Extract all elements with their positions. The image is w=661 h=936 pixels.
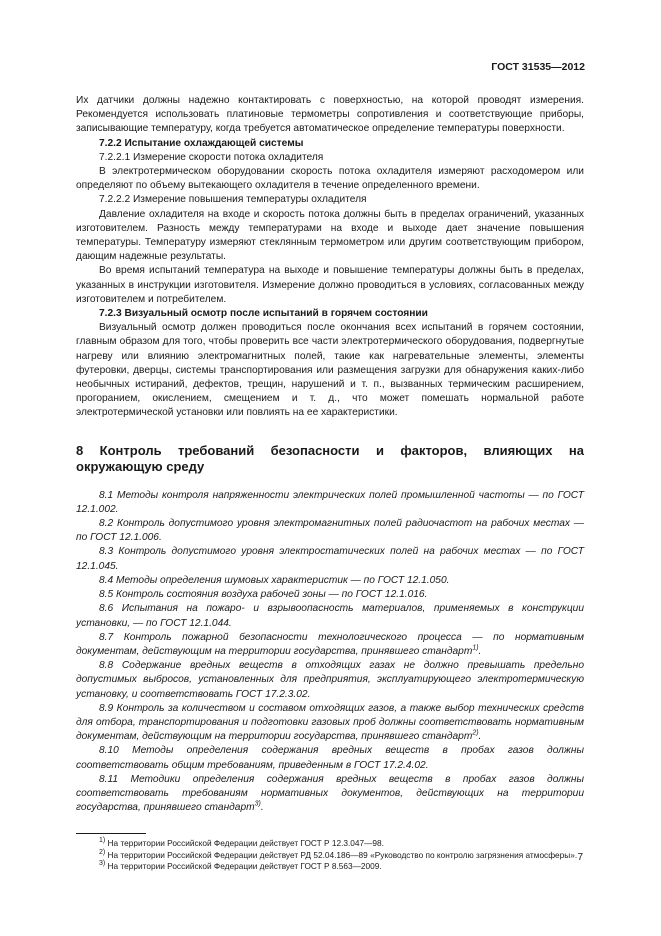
item-8-4: 8.4 Методы определения шумовых характеристик — по ГОСТ 12.1.050.	[99, 574, 450, 586]
footnote-ref-2: 2)	[472, 729, 479, 737]
footnote-text: На территории Российской Федерации действует ГОСТ Р 12.3.047—98.	[105, 838, 384, 849]
item-8-11-text: 8.11 Методики определения содержания вредных веществ в пробах газов должны соответствовать требованиям нормативных документов, действующих на территории государства, принявшего стандарт	[76, 773, 584, 814]
heading-7-2-3: 7.2.3 Визуальный осмотр после испытаний в горячем состоянии	[99, 308, 428, 320]
footnote-divider	[76, 833, 146, 834]
item-8-7-text: 8.7 Контроль пожарной безопасности технологического процесса — по нормативным документам, действующим на территории государства, принявшего стандарт	[76, 631, 584, 657]
paragraph: Их датчики должны надежно контактировать с поверхностью, на которой проводят измерения. Рекомендуется использовать платиновые термометры сопротивления и соответствующие приборы, записывающие температуру, когда требуется автоматическое определение температуры поверхности.	[76, 95, 584, 135]
item-8-9-text: 8.9 Контроль за количеством и составом отходящих газов, а также выбор технических средств для отбора, транспортирования и подготовки газовых проб должны соответствовать нормативным документам, действующим на территории государства, принявшего стандарт	[76, 702, 584, 743]
item-8-1: 8.1 Методы контроля напряженности электрических полей промышленной частоты — по ГОСТ 12.1.002.	[76, 489, 584, 515]
item-8-5: 8.5 Контроль состояния воздуха рабочей зоны — по ГОСТ 12.1.016.	[99, 589, 428, 601]
subheading-7-2-2-1: 7.2.2.1 Измерение скорости потока охладителя	[99, 151, 324, 163]
paragraph: Визуальный осмотр должен проводиться после окончания всех испытаний в горячем состоянии, главным образом для того, чтобы проверить все части электротермического оборудования, подвергнутые нагреву или влиянию электромагнитных полей, такие как нагревательные элементы, элементы футеровки, дверцы, системы транспортирования или размещения загрузки для обнаружения каких-либо необычных истираний, дефектов, трещин, нарушений и т. п., вызванных термическим расширением, прогоранием, окислением, смещением и т. д., что может помешать нормальной работе электротермической установки или повлиять на ее характеристики.	[76, 322, 584, 419]
subheading-7-2-2-2: 7.2.2.2 Измерение повышения температуры охладителя	[99, 194, 367, 206]
page-number: 7	[577, 852, 583, 863]
paragraph: В электротермическом оборудовании скорость потока охладителя измеряют расходомером или определяют по объему вытекающего охладителя в течение определенного времени.	[76, 166, 584, 192]
footnote-text: На территории Российской Федерации действует РД 52.04.186—89 «Руководство по контролю загрязнения атмосферы».	[105, 849, 578, 860]
document-header: ГОСТ 31535—2012	[491, 61, 585, 73]
footnote-text: На территории Российской Федерации действует ГОСТ Р 8.563—2009.	[105, 861, 382, 872]
item-8-3: 8.3 Контроль допустимого уровня электростатических полей на рабочих местах — по ГОСТ 12.1.045.	[76, 546, 584, 572]
heading-7-2-2: 7.2.2 Испытание охлаждающей системы	[99, 137, 304, 149]
section-8-title: 8 Контроль требований безопасности и факторов, влияющих на окружающую среду	[76, 442, 584, 474]
footnote-ref-1: 1)	[472, 644, 479, 652]
footnote-ref-3: 3)	[254, 800, 261, 808]
footnote-3	[76, 861, 584, 873]
document-body	[76, 94, 584, 873]
footnote-mark: 1)	[99, 837, 106, 845]
footnote-mark: 2)	[99, 849, 106, 857]
footnote-2	[76, 850, 584, 862]
item-8-11: 8.11 Методики определения содержания вредных веществ в пробах газов должны соответствовать требованиям нормативных документов, действующих на территории государства, принявшего стандарт$^{3)}$.	[76, 773, 584, 814]
item-8-6: 8.6 Испытания на пожаро- и взрывоопасность материалов, применяемых в конструкции установки, — по ГОСТ 12.1.044.	[76, 603, 584, 629]
paragraph: Во время испытаний температура на выходе и повышение температуры должны быть в пределах, указанных в инструкции изготовителя. Измерение должно проводиться в условиях, согласованных между изготовителем и потребителем.	[76, 265, 584, 305]
paragraph: Давление охладителя на входе и скорость потока должны быть в пределах ограничений, указанных изготовителем. Разность между температурами на входе и выходе дает значение повышения температуры. Температуру измеряют стеклянным термометром или другим соответствующим прибором, дающим надежные результаты.	[76, 208, 584, 263]
item-8-10: 8.10 Методы определения содержания вредных веществ в пробах газов должны соответствовать общим требованиям, приведенным в ГОСТ 17.2.4.02.	[76, 745, 584, 771]
footnote-1	[76, 838, 584, 850]
footnote-mark: 3)	[99, 860, 106, 868]
item-8-8: 8.8 Содержание вредных веществ в отходящих газах не должно превышать предельно допустимых выбросов, установленных для предприятия, эксплуатирующего электротермическую установку, и соответствовать ГОСТ 17.2.3.02.	[76, 660, 584, 700]
item-8-7: 8.7 Контроль пожарной безопасности технологического процесса — по нормативным документам, действующим на территории государства, принявшего стандарт$^{1)}$.	[76, 631, 584, 657]
item-8-2: 8.2 Контроль допустимого уровня электромагнитных полей радиочастот на рабочих местах — по ГОСТ 12.1.006.	[76, 518, 584, 544]
item-8-9: 8.9 Контроль за количеством и составом отходящих газов, а также выбор технических средств для отбора, транспортирования и подготовки газовых проб должны соответствовать нормативным документам, действующим на территории государства, принявшего стандарт$^{2)}$.	[76, 702, 584, 743]
